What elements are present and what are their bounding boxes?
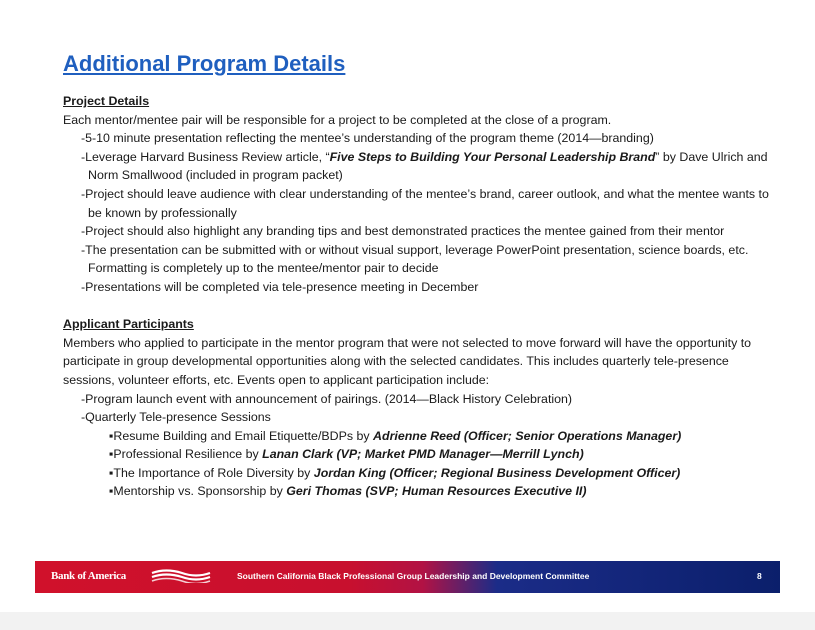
applicants-item-2: -Quarterly Tele-presence Sessions	[81, 410, 271, 425]
bank-logo-text: Bank of America	[51, 570, 126, 582]
project-item-5: -The presentation can be submitted with or without visual support, leverage PowerPoint presentation, science boards, etc. Formatting is completely up to the mentee/mentor pair to decide	[81, 242, 749, 276]
article-title: Five Steps to Building Your Personal Leadership Brand	[329, 149, 656, 164]
project-item-3: -Project should leave audience with clear understanding of the mentee’s brand, career outlook, and what the mentee wants to be known by professionally	[81, 186, 769, 220]
session-topic: ▪The Importance of Role Diversity by	[109, 465, 314, 480]
session-speaker: Jordan King (Officer; Regional Business Development Officer)	[313, 465, 681, 480]
project-details-heading: Project Details	[63, 94, 150, 108]
session-item	[63, 427, 773, 446]
session-item	[63, 445, 773, 464]
page-number: 8	[757, 571, 762, 581]
session-topic: ▪Mentorship vs. Sponsorship by	[109, 484, 287, 499]
project-item-2	[63, 148, 773, 185]
session-topic: ▪Resume Building and Email Etiquette/BDPs by	[109, 428, 374, 443]
committee-name: Southern California Black Professional Group Leadership and Development Committee	[237, 571, 590, 581]
session-topic: ▪Professional Resilience by	[109, 447, 263, 462]
session-item	[63, 482, 773, 501]
project-item-2-pre: -Leverage Harvard Business Review article, “	[81, 149, 330, 164]
project-item-4: -Project should also highlight any branding tips and best demonstrated practices the mentee gained from their mentor	[81, 224, 725, 239]
applicant-participants-heading: Applicant Participants	[63, 317, 194, 332]
project-item-1: -5-10 minute presentation reflecting the mentee’s understanding of the program theme (2014—branding)	[81, 131, 654, 146]
project-item-2-post: ” by Dave Ulrich and Norm Smallwood (included in program packet)	[88, 149, 768, 183]
project-item-6: -Presentations will be completed via tele-presence meeting in December	[81, 279, 479, 294]
footer-banner	[35, 561, 780, 593]
applicants-item-1: -Program launch event with announcement of pairings. (2014—Black History Celebration)	[81, 391, 573, 406]
section-gap	[63, 297, 773, 316]
applicants-intro: Members who applied to participate in the mentor program that were not selected to move forward will have the opportunity to participate in group developmental opportunities along with the selected candidates. This includes quarterly tele-presence sessions, volunteer efforts, etc. Events open to applicant participation include:	[63, 335, 752, 387]
slide-content	[63, 50, 773, 501]
project-intro: Each mentor/mentee pair will be responsible for a project to be completed at the close of a program.	[63, 112, 612, 127]
flag-logo-icon	[150, 569, 212, 583]
session-speaker: Adrienne Reed (Officer; Senior Operations Manager)	[373, 428, 682, 443]
session-speaker: Geri Thomas (SVP; Human Resources Executive II)	[286, 484, 587, 499]
session-speaker: Lanan Clark (VP; Market PMD Manager—Merrill Lynch)	[262, 447, 584, 462]
session-item	[63, 464, 773, 483]
page-title: Additional Program Details	[63, 51, 346, 76]
